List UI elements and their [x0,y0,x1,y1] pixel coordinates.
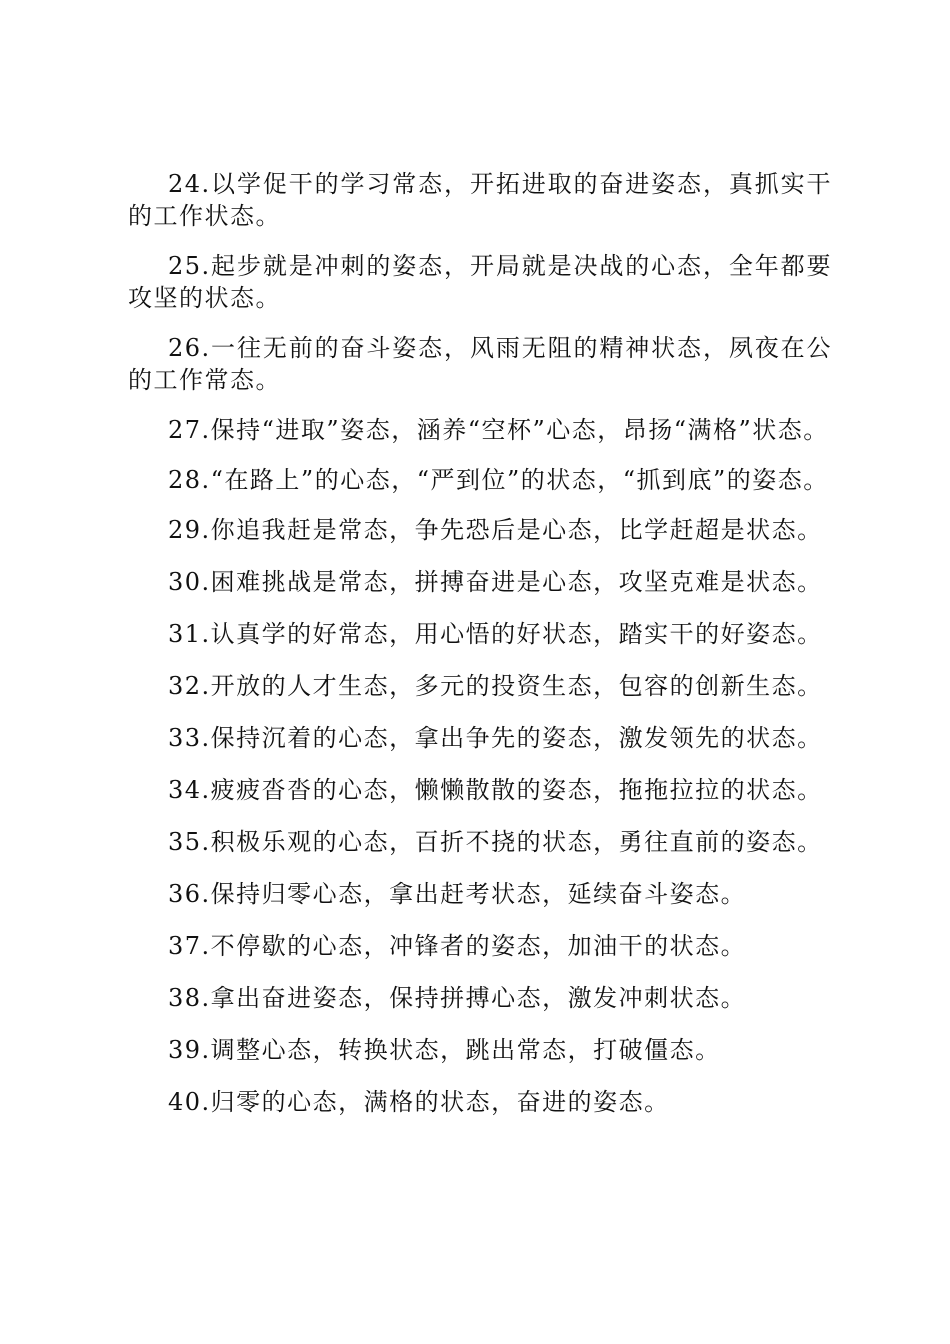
list-item-33: 33.保持沉着的心态，拿出争先的姿态，激发领先的状态。 [168,724,823,752]
list-item-26: 26.一往无前的奋斗姿态，风雨无阻的精神状态，夙夜在公的工作常态。 [128,334,832,394]
list-item-32: 32.开放的人才生态，多元的投资生态，包容的创新生态。 [168,672,823,700]
list-item-38: 38.拿出奋进姿态，保持拼搏心态，激发冲刺状态。 [168,984,747,1012]
list-item-25: 25.起步就是冲刺的姿态，开局就是决战的心态，全年都要攻坚的状态。 [128,252,832,312]
list-item-28: 28.“在路上”的心态，“严到位”的状态，“抓到底”的姿态。 [168,466,829,494]
list-item-40: 40.归零的心态，满格的状态，奋进的姿态。 [168,1088,670,1116]
list-item-30: 30.困难挑战是常态，拼搏奋进是心态，攻坚克难是状态。 [168,568,823,596]
list-item-39: 39.调整心态，转换状态，跳出常态，打破僵态。 [168,1036,721,1064]
list-item-27: 27.保持“进取”姿态，涵养“空杯”心态，昂扬“满格”状态。 [168,416,829,444]
list-item-31: 31.认真学的好常态，用心悟的好状态，踏实干的好姿态。 [168,620,823,648]
document-body [128,168,832,1138]
list-item-35: 35.积极乐观的心态，百折不挠的状态，勇往直前的姿态。 [168,828,823,856]
list-item-29: 29.你追我赶是常态，争先恐后是心态，比学赶超是状态。 [168,516,823,544]
list-item-36: 36.保持归零心态，拿出赶考状态，延续奋斗姿态。 [168,880,747,908]
list-item-24: 24.以学促干的学习常态，开拓进取的奋进姿态，真抓实干的工作状态。 [128,170,832,230]
list-item-34: 34.疲疲沓沓的心态，懒懒散散的姿态，拖拖拉拉的状态。 [168,776,823,804]
list-item-37: 37.不停歇的心态，冲锋者的姿态，加油干的状态。 [168,932,747,960]
